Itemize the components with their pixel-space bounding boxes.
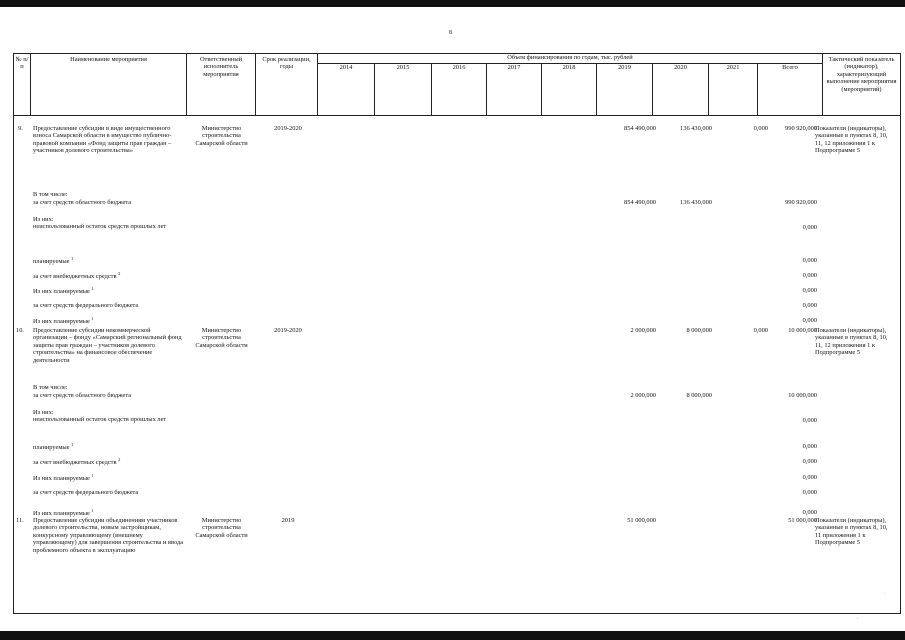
planned-total: 0,000 [802, 257, 817, 264]
row-responsible: Министерство строительства Самарской области [195, 327, 248, 349]
federal-total: 0,000 [802, 489, 817, 496]
unused-total: 0,000 [802, 417, 817, 424]
year-header: 2018 [542, 64, 597, 116]
year-header: 2016 [432, 64, 487, 116]
offbudget-total: 0,000 [802, 272, 817, 279]
page-number: 8 [449, 30, 452, 36]
label-offbudget: за счет внебюджетных средств $^2$ [33, 457, 121, 467]
label-federal: за счет средств федерального бюджета [33, 302, 139, 309]
label-off-planned: Из них планируемые $^1$ [33, 473, 94, 483]
regional-2020: 136 430,000 [680, 199, 712, 206]
row-responsible: Министерство строительства Самарской области [195, 517, 248, 539]
label-of-them: Из них: [33, 216, 54, 223]
year-header: 2019 [597, 64, 653, 116]
year-header: 2015 [375, 64, 432, 116]
label-planned: планируемые $^1$ [33, 256, 74, 266]
value-2021: 0,000 [753, 125, 768, 132]
label-fed-planned: Из них планируемые $^1$ [33, 316, 94, 326]
year-header: 2014 [318, 64, 375, 116]
value-total: 10 000,000 [788, 327, 817, 334]
federal-total: 0,000 [802, 302, 817, 309]
row-number: 9. [18, 125, 23, 132]
row-period: 2019 [281, 517, 295, 524]
row-indicator: Показатели (индикаторы), указанные в пунктах 8, 10, 11, 12 приложения 1 к Подпрограмме 5 [815, 125, 888, 155]
label-of-them: Из них: [33, 409, 54, 416]
regional-2019: 854 490,000 [624, 199, 656, 206]
label-planned: планируемые $^1$ [33, 442, 74, 452]
unused-total: 0,000 [802, 224, 817, 231]
value-total: 51 000,000 [788, 517, 817, 524]
col-header-name: Наименование мероприятия [31, 54, 187, 116]
funding-table [13, 53, 901, 614]
scan-speck: · [857, 617, 859, 622]
year-header: 2017 [487, 64, 542, 116]
row-number: 10. [16, 327, 24, 334]
label-regional: за счет средств областного бюджета [33, 199, 132, 206]
row-indicator: Показатели (индикаторы), указанные в пунктах 8, 10, 11 приложения 1 к Подпрограмме 5 [815, 517, 888, 547]
table-body-row [14, 116, 901, 614]
planned-total: 0,000 [802, 443, 817, 450]
value-2021: 0,000 [753, 327, 768, 334]
row-name: Предоставление субсидии в виде имущественного взноса Самарской области в имущество публично-правовой компании «Фонд защиты прав граждан – участников долевого строительства» [33, 125, 172, 155]
regional-total: 10 000,000 [788, 392, 817, 399]
value-2019: 854 490,000 [624, 125, 656, 132]
row-period: 2019-2020 [274, 125, 302, 132]
label-fed-planned: Из них планируемые $^1$ [33, 508, 94, 518]
label-incl: В том числе: [33, 191, 68, 198]
regional-2019: 2 000,000 [630, 392, 656, 399]
total-header: Всего [758, 64, 823, 116]
offbudget-total: 0,000 [802, 458, 817, 465]
value-total: 990 920,000 [785, 125, 817, 132]
col-header-no: № п/п [14, 54, 31, 116]
value-2020: 8 000,000 [686, 327, 712, 334]
col-header-responsible: Ответственный исполнитель мероприятия [187, 54, 256, 116]
col-header-period: Срок реализации, годы [256, 54, 318, 116]
label-incl: В том числе: [33, 384, 68, 391]
value-2019: 51 000,000 [627, 517, 656, 524]
row-number: 11. [16, 517, 24, 524]
label-unused: неиспользованный остаток средств прошлых лет [33, 223, 167, 230]
row-period: 2019-2020 [274, 327, 302, 334]
label-regional: за счет средств областного бюджета [33, 392, 132, 399]
row-indicator: Показатели (индикаторы), указанные в пунктах 8, 10, 11, 12 приложения 1 к Подпрограмме 5 [815, 327, 888, 357]
label-unused: неиспользованный остаток средств прошлых лет [33, 416, 167, 423]
scan-speck: · [884, 592, 886, 597]
col-header-funding: Объем финансирования по годам, тыс. рублей [318, 54, 823, 64]
year-header: 2020 [653, 64, 709, 116]
value-2020: 136 430,000 [680, 125, 712, 132]
regional-total: 990 920,000 [785, 199, 817, 206]
value-2019: 2 000,000 [630, 327, 656, 334]
header-row-1 [14, 54, 901, 64]
top-border-bar [0, 0, 905, 7]
label-off-planned: Из них планируемые $^1$ [33, 286, 94, 296]
off-planned-total: 0,000 [802, 474, 817, 481]
year-header: 2021 [709, 64, 758, 116]
row-name: Предоставление субсидии некоммерческой организации – фонду «Самарский региональный фонд защиты прав граждан – участников долевого строительства» на финансовое обеспечение деятельности [33, 327, 182, 364]
fed-planned-total: 0,000 [802, 317, 817, 324]
bottom-border-bar [0, 631, 905, 640]
off-planned-total: 0,000 [802, 287, 817, 294]
row-responsible: Министерство строительства Самарской области [195, 125, 248, 147]
label-federal: за счет средств федерального бюджета [33, 489, 139, 496]
col-header-indicator: Тактический показатель (индикатор), характеризующий выполнение мероприятия (мероприятий) [823, 54, 901, 116]
fed-planned-total: 0,000 [802, 509, 817, 516]
row-name: Предоставление субсидии объединениям участников долевого строительства, новым застройщикам, конкурсному управляющему (внешнему управляющему) для завершения строительства и ввода проблемного объекта в эксплуатацию [33, 517, 184, 554]
regional-2020: 8 000,000 [686, 392, 712, 399]
label-offbudget: за счет внебюджетных средств $^2$ [33, 271, 121, 281]
